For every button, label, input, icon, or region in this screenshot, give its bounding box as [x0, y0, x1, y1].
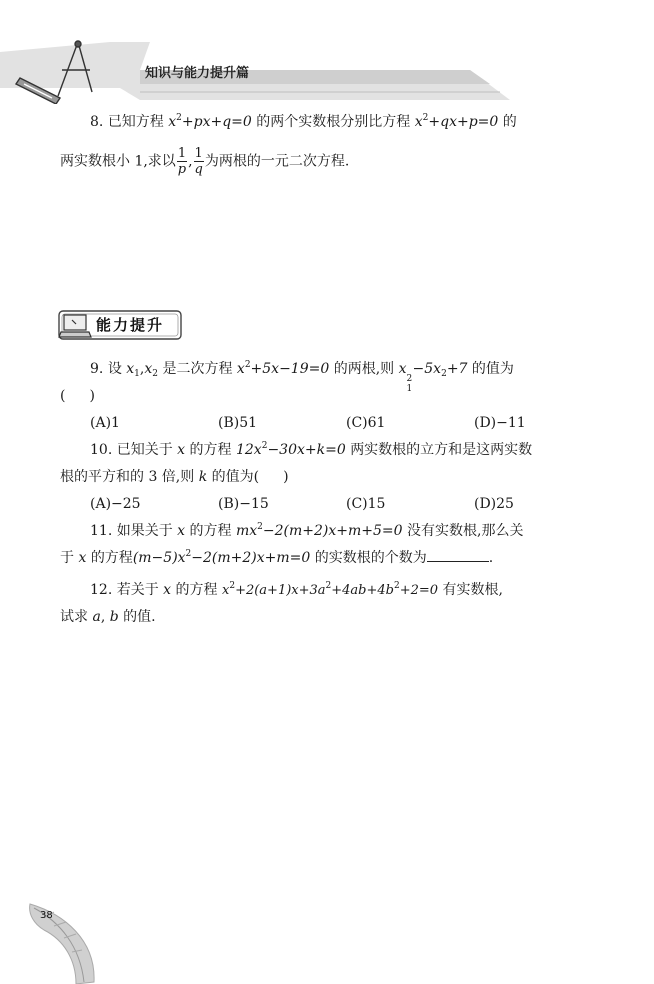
- expression: x 2 1 $-5x_2+7$: [398, 361, 468, 394]
- question-9-paren: [60, 382, 600, 410]
- var-x: x: [163, 582, 172, 598]
- question-8-line-2: [60, 146, 600, 177]
- text: .: [488, 550, 494, 566]
- question-9-options: [60, 409, 630, 437]
- fraction-1-over-q: $\frac{1}{q}$: [194, 146, 203, 177]
- text: ,: [100, 609, 106, 625]
- leaf-decoration-icon: [24, 900, 104, 984]
- question-number: 9.: [90, 361, 104, 377]
- option-a[interactable]: (A)−25: [90, 496, 141, 512]
- text: 于: [60, 550, 74, 566]
- text: 的: [502, 114, 517, 130]
- text: 的方程: [189, 442, 232, 458]
- header-title: 知识与能力提升篇: [145, 66, 250, 81]
- text: 若关于: [116, 582, 159, 598]
- question-number: 8.: [90, 114, 104, 130]
- header-banner: [0, 40, 654, 104]
- var-x2: $x_2$: [144, 361, 158, 379]
- equation: $12x^2-30x+k=0$: [235, 441, 346, 458]
- question-10: [60, 436, 630, 466]
- equation-1: $x^2+px+q=0$: [168, 113, 252, 130]
- text: 试求: [60, 609, 88, 625]
- equation-2: $x^2+qx+p=0$: [414, 113, 499, 130]
- text: 为两根的一元二次方程.: [204, 153, 350, 170]
- question-11-line-2: [60, 544, 600, 574]
- text: 如果关于: [116, 523, 173, 539]
- var-x1: $x_1$: [126, 361, 140, 379]
- question-12: [60, 576, 630, 606]
- answer-paren-close: ): [89, 388, 95, 404]
- var-k: k: [198, 469, 208, 485]
- text: 设: [107, 361, 122, 377]
- question-number: 10.: [90, 442, 113, 458]
- text: 的两根,则: [333, 361, 395, 377]
- text: 的值.: [123, 609, 156, 625]
- option-d[interactable]: (D)25: [474, 496, 514, 512]
- equation: $x^2+5x-19=0$: [236, 360, 330, 377]
- text: 的方程: [175, 582, 218, 598]
- var-a: a: [92, 609, 101, 625]
- equation: $mx^2-2(m+2)x+m+5=0$: [235, 522, 403, 539]
- question-10-line-2: [60, 463, 600, 491]
- text: ): [283, 469, 289, 485]
- text: 是二次方程: [162, 361, 233, 377]
- text: 没有实数根,那么关: [407, 523, 524, 539]
- var-x: x: [177, 523, 186, 539]
- text: 根的平方和的 3 倍,则: [60, 469, 195, 485]
- text: 的值为(: [211, 469, 260, 485]
- question-10-options: [60, 490, 630, 518]
- text: 的实数根的个数为: [314, 550, 427, 566]
- question-8: [60, 108, 630, 138]
- var-x: x: [78, 550, 87, 566]
- text: 的值为: [471, 361, 514, 377]
- answer-paren-open: (: [60, 388, 66, 404]
- page-number: 38: [40, 910, 53, 921]
- text: 有实数根,: [442, 582, 503, 598]
- question-9: [60, 355, 630, 394]
- text: 两实数根小 1,求以: [60, 153, 176, 170]
- text: 的方程: [90, 550, 133, 566]
- text: ,: [139, 361, 145, 377]
- text: 已知方程: [107, 114, 164, 130]
- question-number: 12.: [90, 582, 113, 598]
- equation-2: $(m-5)x^2-2(m+2)x+m=0$: [132, 549, 311, 566]
- option-c[interactable]: (C)15: [346, 496, 386, 512]
- text: ,: [188, 153, 193, 170]
- section-title: 能力提升: [96, 316, 165, 334]
- question-12-line-2: [60, 603, 600, 631]
- fill-in-blank[interactable]: [427, 547, 489, 562]
- fraction-1-over-p: $\frac{1}{p}$: [177, 146, 187, 177]
- question-number: 11.: [90, 523, 113, 539]
- equation: $x^2+2(a+1)x+3a^2+4ab+4b^2+2=0$: [221, 581, 439, 598]
- option-b[interactable]: (B)51: [218, 415, 258, 431]
- option-d[interactable]: (D)−11: [474, 415, 526, 431]
- option-b[interactable]: (B)−15: [218, 496, 269, 512]
- text: 已知关于: [116, 442, 173, 458]
- text: 两实数根的立方和是这两实数: [350, 442, 533, 458]
- text: 的方程: [189, 523, 232, 539]
- computer-icon: [59, 315, 91, 337]
- option-a[interactable]: (A)1: [90, 415, 120, 431]
- var-x: x: [177, 442, 186, 458]
- question-11: [60, 517, 630, 547]
- text: 的两个实数根分别比方程: [256, 114, 411, 130]
- option-c[interactable]: (C)61: [346, 415, 386, 431]
- var-b: b: [109, 609, 119, 625]
